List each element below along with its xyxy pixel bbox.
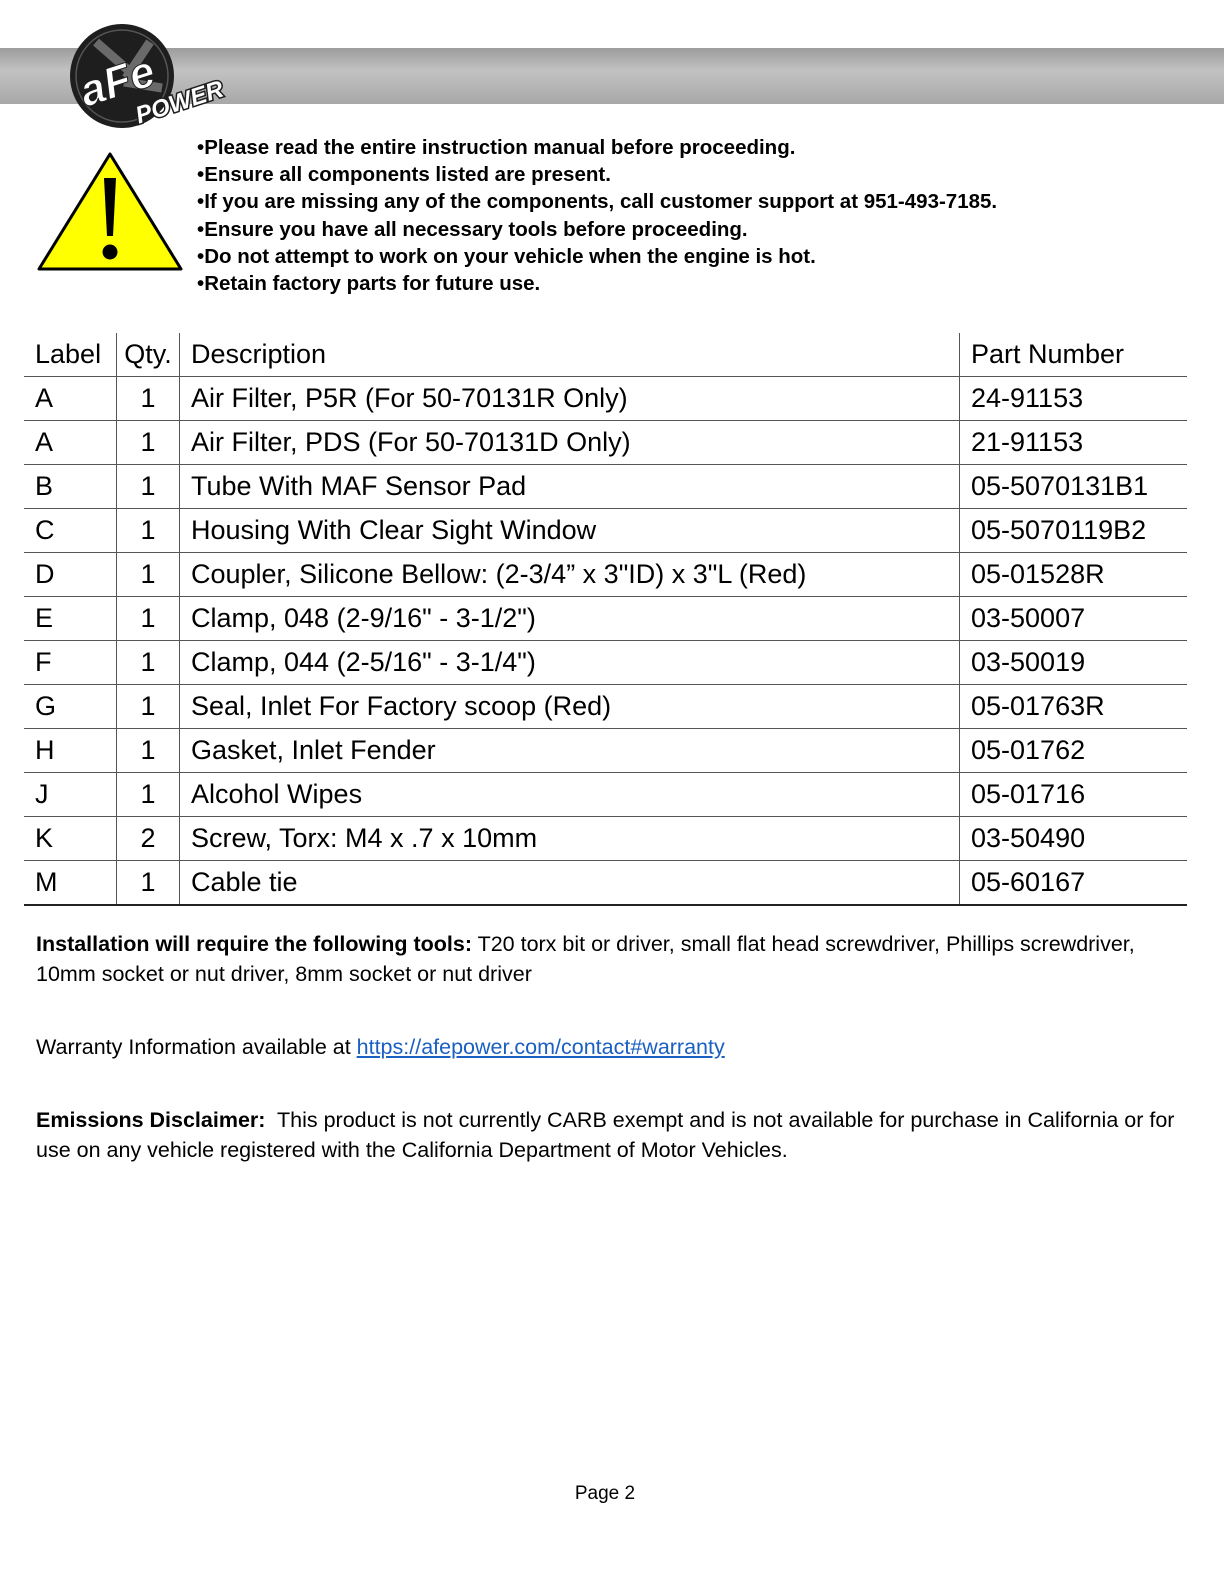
table-row [24,377,1187,421]
cell-part-number: 21-91153 [960,421,1188,465]
cell-part-number: 05-5070131B1 [960,465,1188,509]
table-row [24,509,1187,553]
cell-label: G [24,685,117,729]
table-header-row [24,333,1187,377]
warranty-text: Warranty Information available at [36,1035,357,1059]
table-row [24,553,1187,597]
cell-qty: 1 [117,509,180,553]
parts-table-body [24,377,1187,906]
table-row [24,773,1187,817]
cell-part-number: 03-50490 [960,817,1188,861]
cell-label: A [24,421,117,465]
emissions-text: This product is not currently CARB exempt and is not available for purchase in California or for use on any vehicle registered with the California Department of Motor Vehicles. [36,1108,1181,1162]
table-row [24,465,1187,509]
cell-label: D [24,553,117,597]
cell-part-number: 03-50007 [960,597,1188,641]
cell-part-number: 05-01762 [960,729,1188,773]
notice-item: • If you are missing any of the components, call customer support at 951-493-7185. [197,188,997,215]
cell-description: Air Filter, PDS (For 50-70131D Only) [180,421,960,465]
table-row [24,861,1187,906]
cell-part-number: 24-91153 [960,377,1188,421]
cell-description: Screw, Torx: M4 x .7 x 10mm [180,817,960,861]
cell-description: Tube With MAF Sensor Pad [180,465,960,509]
cell-qty: 2 [117,817,180,861]
cell-description: Housing With Clear Sight Window [180,509,960,553]
table-row [24,641,1187,685]
cell-qty: 1 [117,597,180,641]
column-header-label: Label [24,333,117,377]
safety-notices [197,134,997,297]
notice-item: • Please read the entire instruction manual before proceeding. [197,134,997,161]
page-number: Page 2 [574,1483,636,1504]
warning-icon [35,148,185,276]
cell-qty: 1 [117,685,180,729]
cell-qty: 1 [117,421,180,465]
tools-paragraph [36,930,1176,989]
cell-part-number: 03-50019 [960,641,1188,685]
logo-subtext: POWER [132,75,227,130]
tools-label: Installation will require the following tools: [36,932,472,956]
column-header-description: Description [180,333,960,377]
cell-qty: 1 [117,465,180,509]
tools-text: T20 torx bit or driver, small flat head screwdriver, Phillips screwdriver, 10mm socket or nut driver, 8mm socket or nut driver [36,932,1135,986]
cell-part-number: 05-01716 [960,773,1188,817]
cell-label: E [24,597,117,641]
cell-label: H [24,729,117,773]
cell-label: M [24,861,117,906]
notice-item: • Ensure all components listed are present. [197,161,997,188]
table-row [24,729,1187,773]
table-row [24,817,1187,861]
column-header-qty: Qty. [117,333,180,377]
cell-qty: 1 [117,861,180,906]
cell-part-number: 05-5070119B2 [960,509,1188,553]
emissions-paragraph [36,1106,1181,1165]
cell-description: Gasket, Inlet Fender [180,729,960,773]
afe-power-logo [66,18,242,136]
logo-wordmark: aFe [73,46,161,117]
table-row [24,597,1187,641]
warranty-paragraph [36,1033,1176,1063]
cell-qty: 1 [117,641,180,685]
cell-label: A [24,377,117,421]
cell-part-number: 05-60167 [960,861,1188,906]
cell-label: J [24,773,117,817]
cell-description: Coupler, Silicone Bellow: (2-3/4” x 3"ID) x 3"L (Red) [180,553,960,597]
cell-label: B [24,465,117,509]
cell-qty: 1 [117,729,180,773]
notice-item: • Ensure you have all necessary tools before proceeding. [197,216,997,243]
emissions-label: Emissions Disclaimer: [36,1108,266,1132]
cell-qty: 1 [117,773,180,817]
cell-qty: 1 [117,553,180,597]
cell-description: Cable tie [180,861,960,906]
table-row [24,685,1187,729]
cell-description: Air Filter, P5R (For 50-70131R Only) [180,377,960,421]
cell-part-number: 05-01763R [960,685,1188,729]
warranty-link[interactable]: https://afepower.com/contact#warranty [356,1035,725,1059]
cell-label: F [24,641,117,685]
notice-item: • Retain factory parts for future use. [197,270,997,297]
table-row [24,421,1187,465]
cell-description: Clamp, 048 (2-9/16" - 3-1/2") [180,597,960,641]
cell-label: K [24,817,117,861]
cell-description: Seal, Inlet For Factory scoop (Red) [180,685,960,729]
notice-item: • Do not attempt to work on your vehicle when the engine is hot. [197,243,997,270]
cell-description: Clamp, 044 (2-5/16" - 3-1/4") [180,641,960,685]
parts-table [24,333,1187,906]
cell-label: C [24,509,117,553]
cell-qty: 1 [117,377,180,421]
column-header-part-number: Part Number [960,333,1188,377]
cell-description: Alcohol Wipes [180,773,960,817]
cell-part-number: 05-01528R [960,553,1188,597]
